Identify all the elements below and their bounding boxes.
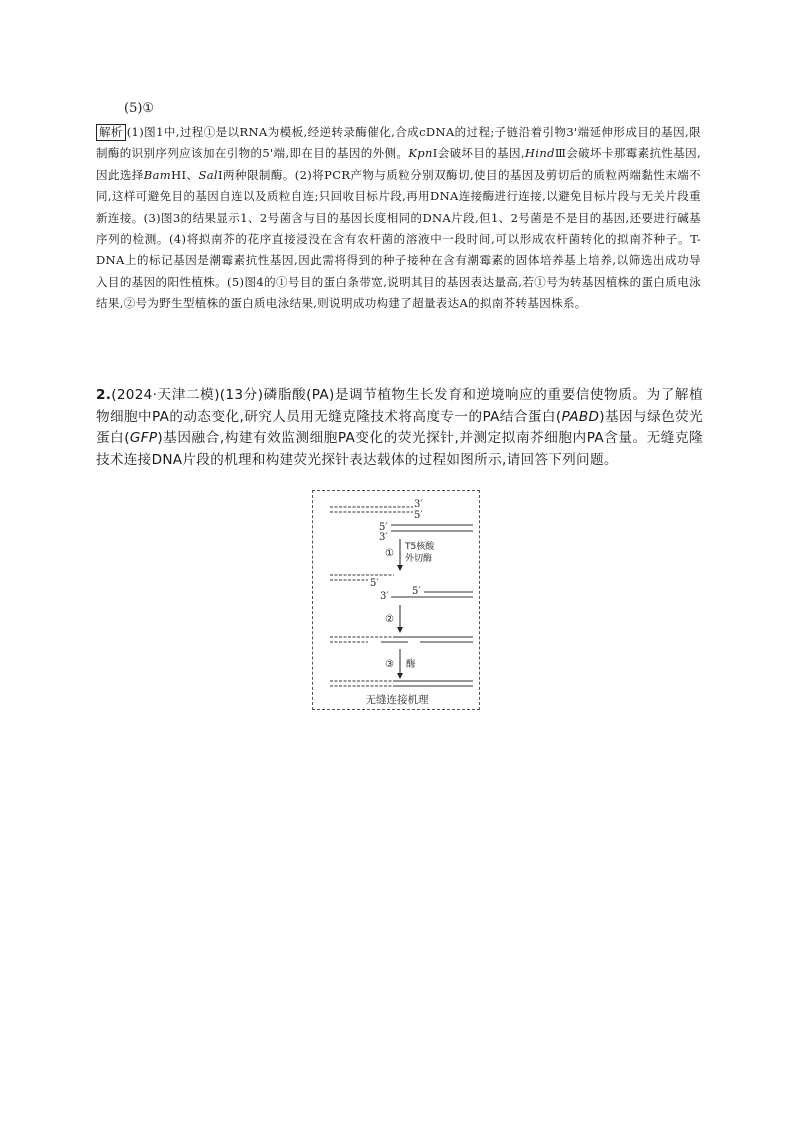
enzyme-label-line1: T5核酸	[405, 542, 435, 552]
label-5prime-b: 5′	[412, 586, 421, 597]
seamless-cloning-diagram	[313, 491, 481, 711]
question-text-3: )基因融合,构建有效监测细胞PA变化的荧光探针,并测定拟南芥细胞内PA含量。无缝克隆技术连接DNA片段的机理和构建荧光探针表达载体的过程如图所示,请回答下列问题。	[96, 430, 703, 468]
analysis-paragraph	[96, 122, 701, 315]
enzyme-sal: Sal	[198, 167, 218, 182]
label-5prime-top: 5′	[414, 510, 423, 521]
analysis-text-4: HⅠ、	[171, 167, 199, 182]
analysis-text-2: Ⅰ会破坏目的基因,	[432, 146, 525, 161]
gene-pabd: PABD	[561, 408, 600, 425]
enzyme-label-line2: 外切酶	[405, 554, 433, 564]
enzyme-kpn: Kpn	[408, 146, 433, 161]
question-text-1: 磷脂酸(PA)是调节植物生长发育和逆境响应的重要信使物质。为了解植物细胞中PA的动态变化,研究人员用无缝克隆技术将高度专一的PA结合蛋白(	[96, 387, 703, 425]
label-5prime-a: 5′	[370, 578, 379, 589]
analysis-text-5: Ⅰ两种限制酶。(2)将PCR产物与质粒分别双酶切,使目的基因及剪切后的质粒两端黏性末端不同,这样可避免目的基因自连以及质粒自连;只回收目标片段,再用DNA连接酶进行连接,以避免目标片段与无关片段重新连接。(3)图3的结果显示1、2号菌含与目的基因长度相同的DNA片段,但1、2号菌是不是目的基因,还要进行碱基序列的检测。(4)将拟南芥的花序直接浸没在含有农杆菌的溶液中一段时间,可以形成农杆菌转化的拟南芥种子。T-DNA上的标记基因是潮霉素抗性基因,因此需将得到的种子接种在含有潮霉素的固体培养基上培养,以筛选出成功导入目的基因的阳性植株。(5)图4的①号目的蛋白条带宽,说明其目的基因表达量高,若①号为转基因植株的蛋白质电泳结果,②号为野生型植株的蛋白质电泳结果,则说明成功构建了超量表达A的拟南芥转基因株系。	[96, 167, 701, 311]
arrowhead-step-2	[397, 627, 403, 633]
analysis-tag: 解析	[96, 124, 126, 141]
step-3-label: ③	[385, 659, 394, 670]
label-5prime-mid: 5′	[379, 522, 388, 533]
enzyme-hind: Hind	[524, 146, 555, 161]
enzyme-bam: Bam	[143, 167, 172, 182]
question-2	[96, 385, 703, 471]
figure-caption: 无缝连接机理	[365, 694, 429, 706]
question-source: (2024·天津二模)(13分)	[111, 387, 264, 403]
label-3prime-top: 3′	[414, 499, 423, 510]
arrowhead-step-1	[397, 565, 403, 571]
step-2-label: ②	[385, 614, 394, 625]
analysis-text-1: (1)图1中,过程①是以RNA为模板,经逆转录酶催化,合成cDNA的过程;子链沿着引物3'端延伸形成目的基因,限制酶的识别序列应该加在引物的5'端,即在目的基因的外侧。	[96, 125, 701, 161]
question-number: 2.	[96, 387, 112, 403]
label-3prime-b: 3′	[380, 591, 389, 602]
question-text-2: )基因与绿色荧光蛋白(	[96, 408, 704, 447]
arrowhead-step-3	[397, 673, 403, 679]
step-1-label: ①	[385, 548, 394, 559]
step-3-enzyme-label: 酶	[406, 659, 416, 670]
label-3prime-mid: 3′	[379, 532, 388, 543]
seamless-cloning-figure	[312, 490, 480, 710]
analysis-text-3: Ⅲ会破坏卡那霉素抗性基因,因此选择	[96, 146, 702, 182]
gene-gfp: GFP	[129, 430, 158, 447]
answer-item-5: (5)①	[124, 101, 155, 116]
